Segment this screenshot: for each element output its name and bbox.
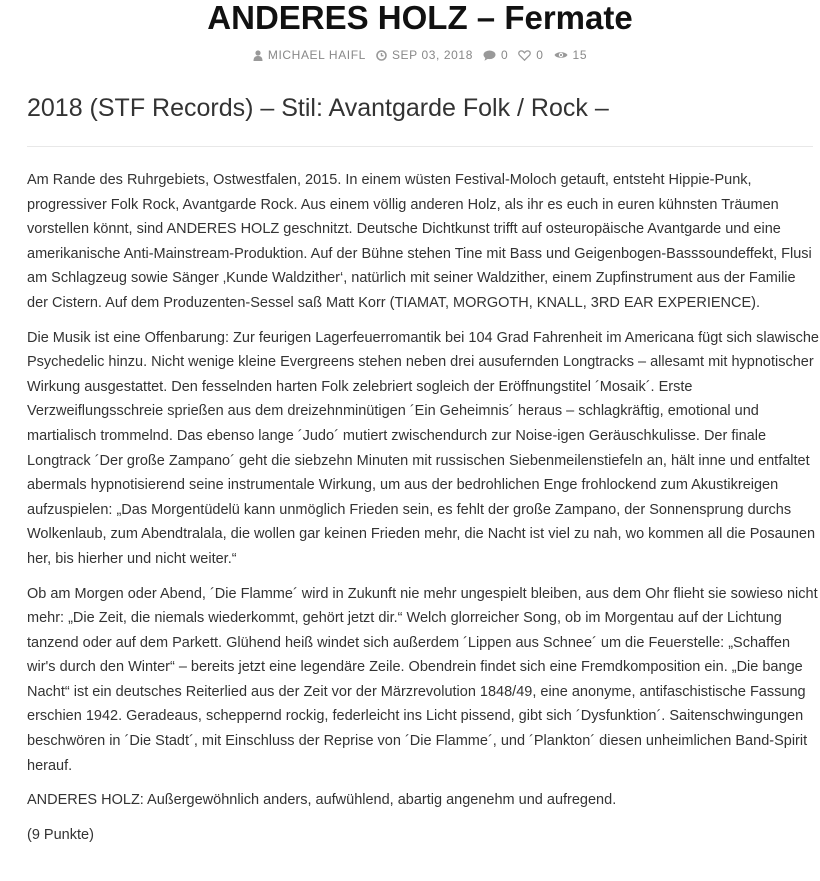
paragraph: Am Rande des Ruhrgebiets, Ostwestfalen, 2015. In einem wüsten Festival-Moloch getauft, entsteht Hippie-Punk, progressiver Folk Rock, Avantgarde Rock. Aus einem völlig anderen Holz, als ihr es euch in euren kühnsten Träumen vorstellen könnt, sind ANDERES HOLZ geschnitzt. Deutsche Dichtkunst trifft auf osteuropäische Avantgarde und eine amerikanische Anti-Mainstream-Produktion. Auf der Bühne stehen Tine mit Bass und Geigenbogen-Basssoundeffekt, Flusi am Schlagzeug sowie Sänger ‚Kunde Waldzither‘, natürlich mit seiner Waldzither, einem Zupfinstrument aus der Familie der Cistern. Auf dem Produzenten-Sessel saß Matt Korr (TIAMAT, MORGOTH, KNALL, 3RD EAR EXPERIENCE). <box>27 172 812 311</box>
paragraph: Die Musik ist eine Offenbarung: Zur feurigen Lagerfeuerromantik bei 104 Grad Fahrenheit im Americana fügt sich slawische Psychedelic hinzu. Nicht wenige kleine Evergreens stehen neben drei ausufernden Longtracks – allesamt mit hypnotischer Wirkung ausgestattet. Den fesselnden harten Folk zelebriert sogleich der Eröffnungstitel ´Mosaik´. Erste Verzweiflungsschreie sprießen aus dem dreizehnminütigen ´Ein Geheimnis´ heraus – schlagkräftig, emotional und martialisch trommelnd. Das ebenso lange ´Judo´ mutiert zwischendurch zur Noise-igen Geräuschkulisse. Der finale Longtrack ´Der große Zampano´ geht die siebzehn Minuten mit russischen Siebenmeilenstiefeln an, hält inne und entfaltet abermals hypnotisierend seine instrumentale Wirkung, um aus der bedrohlichen Enge frohlockend zum Akustikreigen aufzuspielen: „Das Morgentüdelü kann unmöglich Frieden sein, es fehlt der große Zampano, der Sonnensprung durchs Wolkenlaub, zum Abendtralala, die wollen gar keinen Frieden mehr, die Nacht ist viel zu nah, wo kommen all die Posaunen her, bis hierher und nicht weiter.“ <box>27 329 819 567</box>
clock-icon <box>376 50 387 61</box>
post-content <box>27 168 819 857</box>
post-date <box>376 48 473 62</box>
author-link[interactable]: MICHAEL HAIFL <box>267 48 366 62</box>
comment-count: 0 <box>500 48 509 62</box>
post-title: ANDERES HOLZ – Fermate <box>207 0 633 36</box>
post-comments[interactable] <box>483 48 508 62</box>
post-meta <box>0 48 820 62</box>
post-author[interactable] <box>253 48 366 62</box>
post-subtitle: 2018 (STF Records) – Stil: Avantgarde Folk / Rock – <box>27 94 609 122</box>
heart-icon <box>518 50 531 61</box>
post-views <box>554 48 588 62</box>
paragraph: Ob am Morgen oder Abend, ´Die Flamme´ wird in Zukunft nie mehr ungespielt bleiben, aus dem Ohr flieht sie sowieso nicht mehr: „Die Zeit, die niemals wiederkommt, gehört jetzt dir.“ Welch glorreicher Song, ob im Morgentau auf der Lichtung tanzend oder auf dem Parkett. Glühend heiß windet sich außerdem ´Lippen aus Schnee´ um die Feuerstelle: „Schaffen wir's durch den Winter“ – bereits jetzt eine legendäre Zeile. Obendrein findet sich eine Fremdkomposition ein. „Die bange Nacht“ ist ein deutsches Reiterlied aus der Zeit vor der Märzrevolution 1848/49, eine anonyme, antifaschistische Fassung erschien 1942. Geradeaus, scheppernd rockig, federleicht ins Licht pissend, gibt sich ´Dysfunktion´. Saitenschwingungen beschwören in ´Die Stadt´, mit Einschluss der Reprise von ´Die Flamme´, und ´Plankton´ diesen unheimlichen Band-Spirit herauf. <box>27 585 818 774</box>
paragraph: ANDERES HOLZ: Außergewöhnlich anders, aufwühlend, abartig angenehm und aufregend. <box>27 792 617 809</box>
like-count: 0 <box>536 48 544 62</box>
user-icon <box>253 50 263 61</box>
rating: (9 Punkte) <box>27 826 94 843</box>
comment-icon <box>483 50 496 61</box>
date-text: SEP 03, 2018 <box>391 48 473 62</box>
eye-icon <box>554 50 568 60</box>
view-count: 15 <box>572 48 588 62</box>
post-likes[interactable] <box>518 48 543 62</box>
divider <box>27 146 813 147</box>
